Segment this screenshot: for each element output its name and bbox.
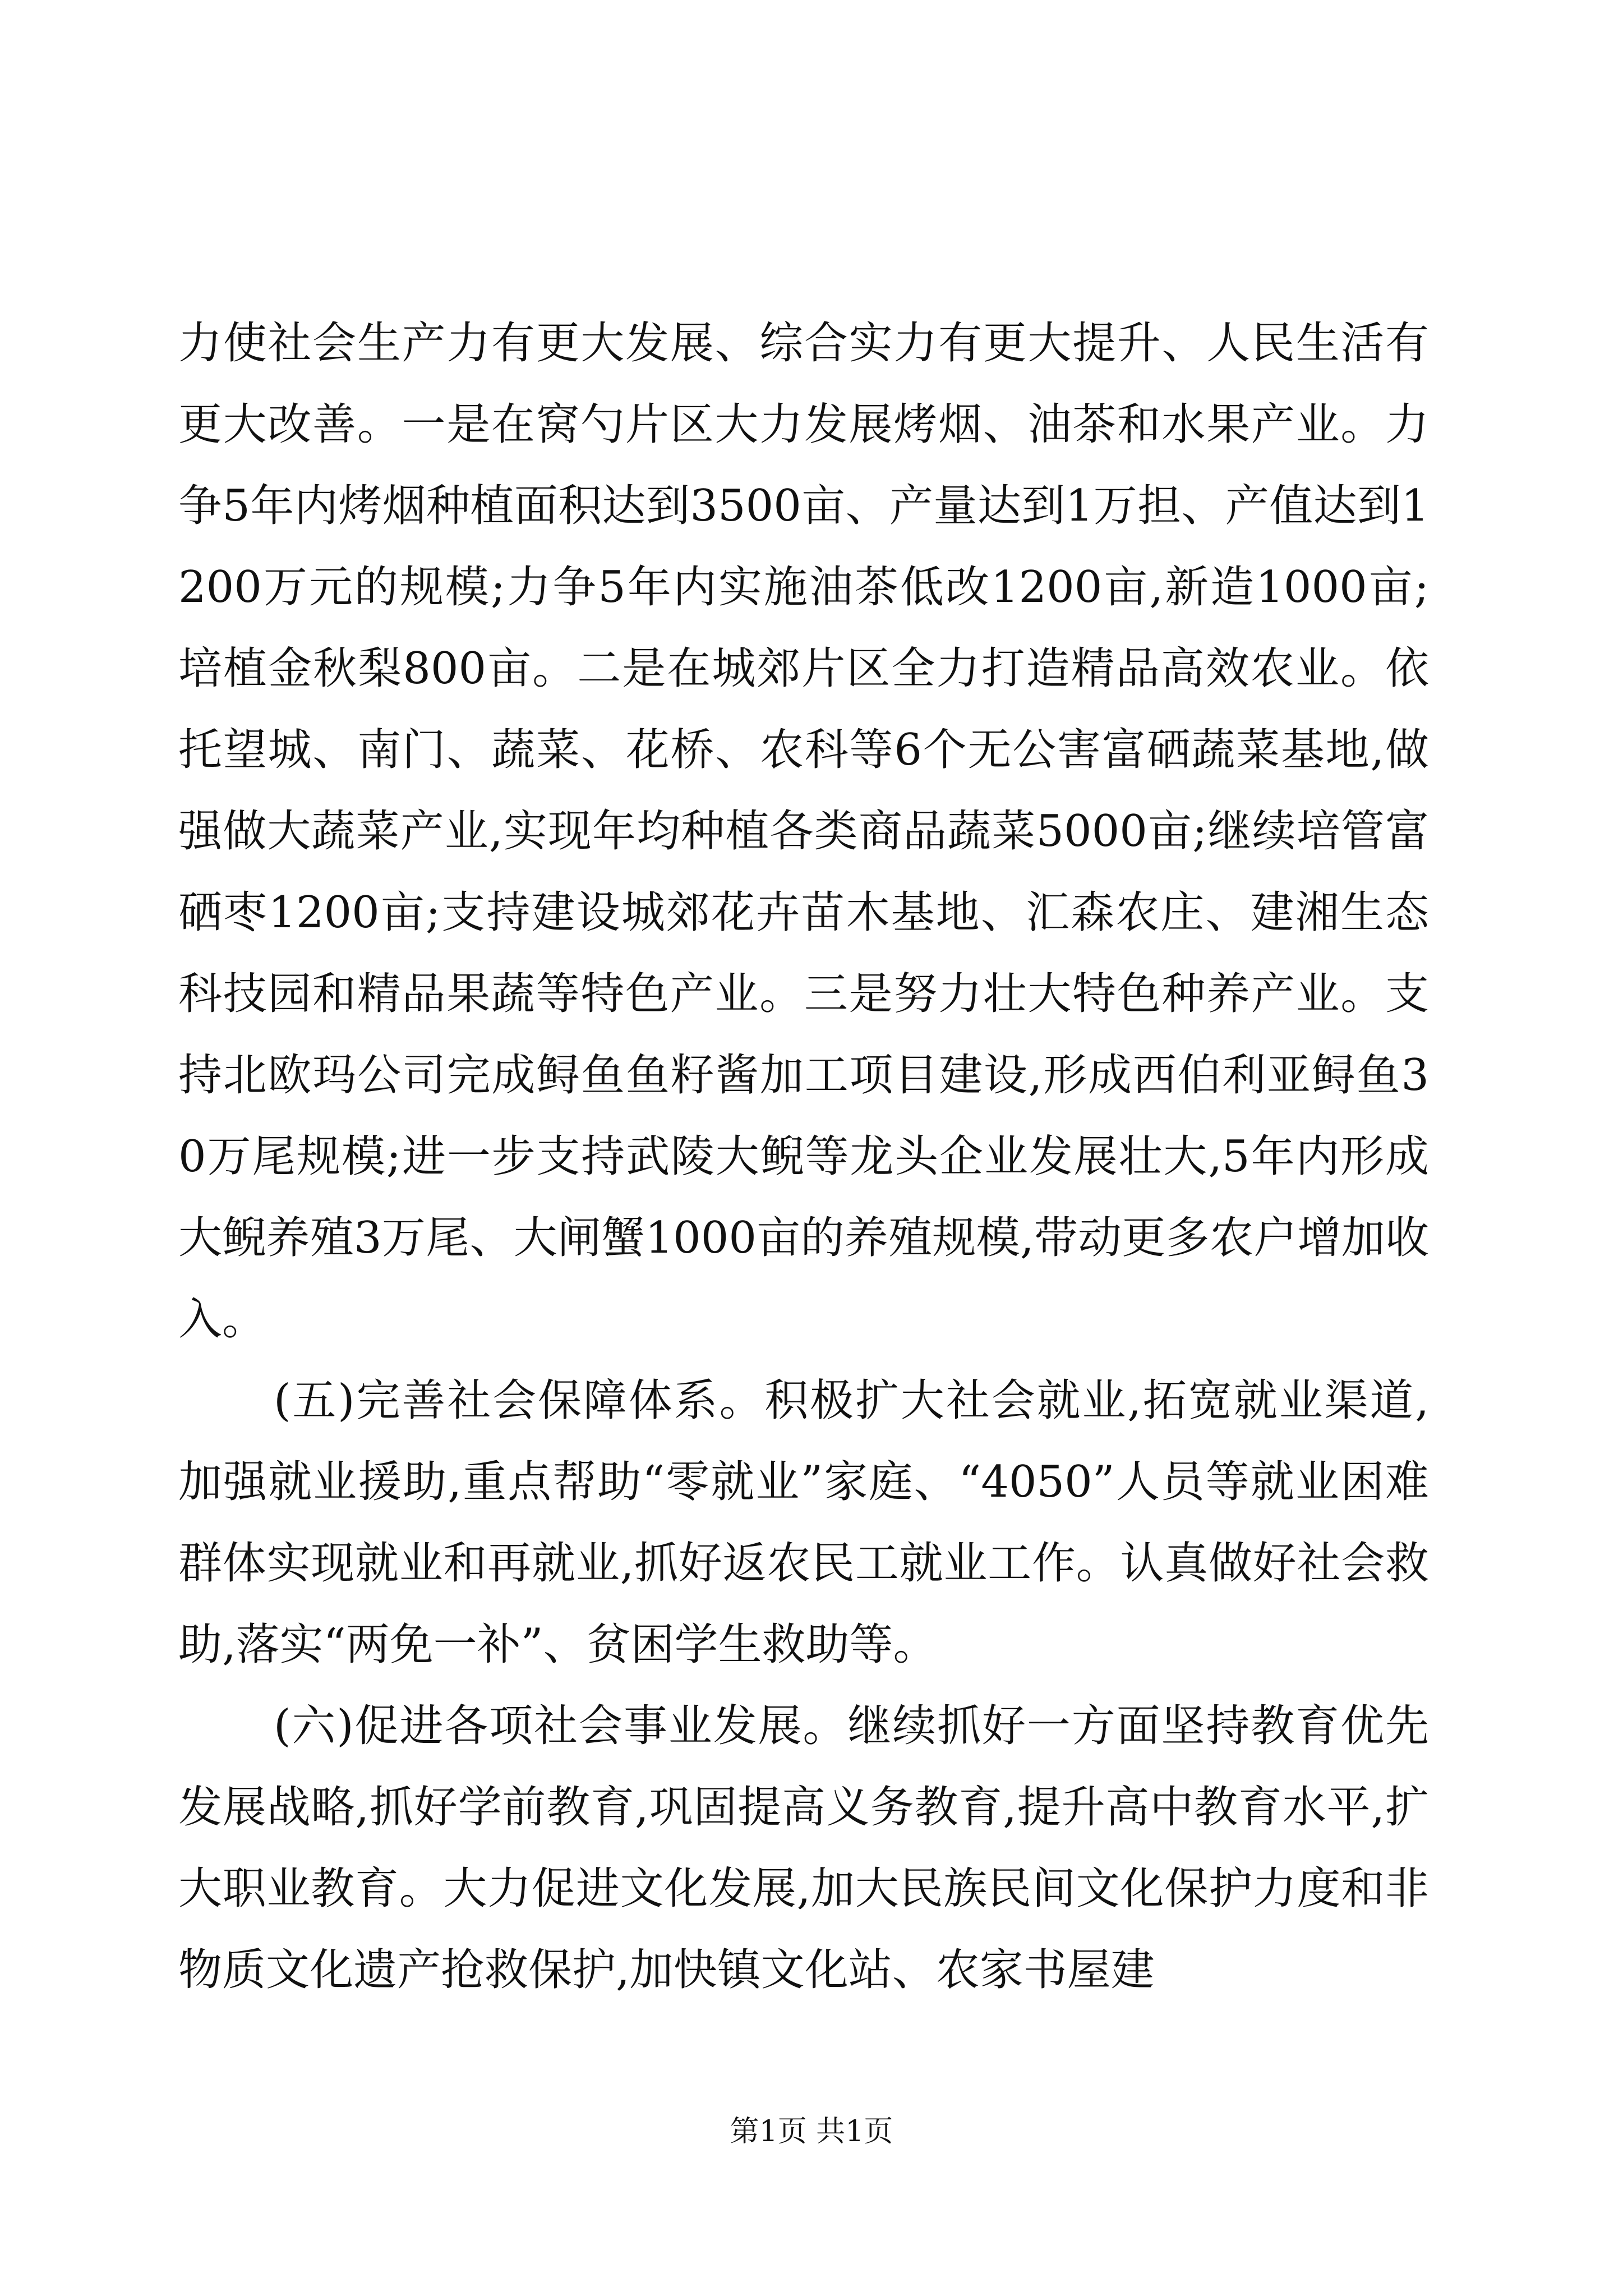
paragraph-agriculture: 力使社会生产力有更大发展、综合实力有更大提升、人民生活有更大改善。一是在窝勺片区大力发展烤烟、油茶和水果产业。力争5年内烤烟种植面积达到3500亩、产量达到1万担、产值达到1200万元的规模;力争5年内实施油茶低改1200亩,新造1000亩;培植金秋梨800亩。二是在城郊片区全力打造精品高效农业。依托望城、南门、蔬菜、花桥、农科等6个无公害富硒蔬菜基地,做强做大蔬菜产业,实现年均种植各类商品蔬菜5000亩;继续培管富硒枣1200亩;支持建设城郊花卉苗木基地、汇森农庄、建湘生态科技园和精品果蔬等特色产业。三是努力壮大特色种养产业。支持北欧玛公司完成鲟鱼鱼籽酱加工项目建设,形成西伯利亚鲟鱼30万尾规模;进一步支持武陵大鲵等龙头企业发展壮大,5年内形成大鲵养殖3万尾、大闸蟹1000亩的养殖规模,带动更多农户增加收入。 [178,318,1429,1345]
page-footer: 第1页 共1页 [730,2115,893,2148]
document-body [178,303,1429,2011]
paragraph-social-undertakings: (六)促进各项社会事业发展。继续抓好一方面坚持教育优先发展战略,抓好学前教育,巩固提高义务教育,提升高中教育水平,扩大职业教育。大力促进文化发展,加大民族民间文化保护力度和非物质文化遗产抢救保护,加快镇文化站、农家书屋建 [178,1701,1429,1995]
paragraph-social-security: (五)完善社会保障体系。积极扩大社会就业,拓宽就业渠道,加强就业援助,重点帮助“零就业”家庭、“4050”人员等就业困难群体实现就业和再就业,抓好返农民工就业工作。认真做好社会救助,落实“两免一补”、贫困学生救助等。 [178,1375,1429,1670]
